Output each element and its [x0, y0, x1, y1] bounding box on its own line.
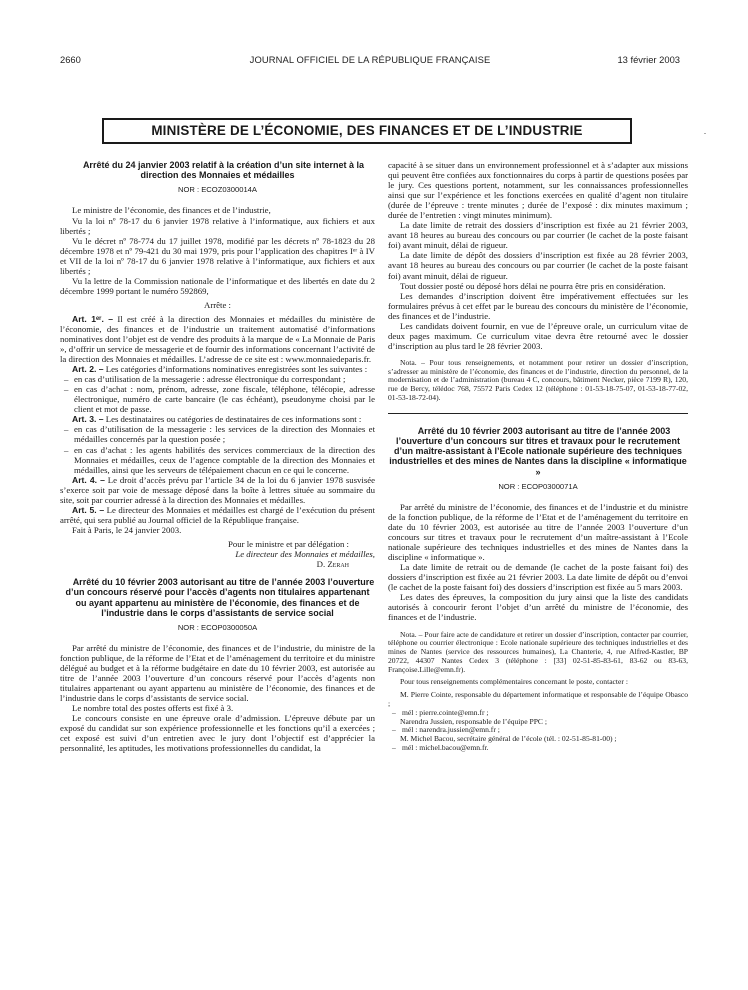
- article-text: Les catégories d’informations nominatives enregistrées sont les suivantes :: [105, 364, 368, 375]
- journal-title: JOURNAL OFFICIEL DE LA RÉPUBLIQUE FRANÇAISE: [249, 54, 491, 65]
- signature-name: D. Zerah: [316, 559, 349, 570]
- paragraph: Les dates des épreuves, la composition du jury ainsi que la liste des candidats autorisés à concourir feront l’objet d’un arrêté du ministre de l’économie, des finances et de l’industrie.: [388, 592, 688, 623]
- paragraph: La date limite de retrait ou de demande (le cachet de la poste faisant foi) des dossiers d’inscription est fixée au 21 février 2003. La date limite de dépôt ou d’envoi (le cachet de la poste faisant foi) des dossiers d’inscription est fixée au 5 mars 2003.: [388, 562, 688, 593]
- paragraph: Le nombre total des postes offerts est fixé à 3.: [72, 703, 234, 714]
- margin-mark: .: [704, 127, 706, 136]
- section-divider: [388, 413, 688, 414]
- paragraph: Les candidats doivent fournir, en vue de l’épreuve orale, un curriculum vitae de deux pages maximum. Ce curriculum vitae devra être retourné avec le dossier d’inscription au plus tard le 28 février 2003.: [388, 320, 688, 351]
- article-2-list: [60, 374, 375, 414]
- contact-email: – mél : pierre.cointe@emn.fr ;: [402, 709, 688, 718]
- article-5: [60, 505, 375, 525]
- nota-block: [388, 359, 688, 403]
- paragraph: La date limite de dépôt des dossiers d’inscription est fixée au 28 février 2003, avant 18 heures au bureau des concours ou par courrier (le cachet de la poste faisant foi) avant minuit, délai de rigueur.: [388, 250, 688, 281]
- paragraph: Par arrêté du ministre de l’économie, des finances et de l’industrie et du ministre de la fonction publique, de la réforme de l’Etat et de l’aménagement du territoire en date du 10 février 2003, est autorisée au titre de l’année 2003 l’ouverture d’un concours sur titres et travaux pour le recrutement d’un maître-assistant à l’Ecole nationale supérieure des techniques industrielles et des mines de Nantes dans la discipline « informatique ».: [388, 501, 688, 563]
- paragraph: Le ministre de l’économie, des finances et de l’industrie,: [72, 205, 271, 216]
- article-3: [60, 414, 375, 424]
- article-label: Art. 5. –: [72, 504, 105, 515]
- contact-person: Narendra Jussien, responsable de l’équipe PPC ;: [400, 716, 547, 726]
- article-label: Art. 3. –: [72, 414, 104, 425]
- nota-text: Nota. – Pour faire acte de candidature et retirer un dossier d’inscription, contacter par courrier, téléphone ou courrier électronique : Ecole nationale supérieure des techniques industrielles et des mines de Nantes (service des ressources humaines), La Chanterie, 4, rue Alfred-Kastler, BP 20722, 44307 Nantes Cedex 3 (téléphone : [33] 02-51-85-83-61, 83-62 ou 83-63, Françoise.Lille@emn.fr).: [388, 629, 688, 674]
- article-1: [60, 314, 375, 364]
- running-header: [60, 54, 680, 68]
- contact-person: M. Pierre Cointe, responsable du département informatique et responsable de l’équipe Obasco ;: [388, 690, 688, 709]
- paragraph: Tout dossier posté ou déposé hors délai ne pourra être pris en considération.: [400, 280, 666, 291]
- contact-email: – mél : michel.bacou@emn.fr.: [402, 744, 688, 753]
- list-item: – en cas d’achat : les agents habilités des services commerciaux de la direction des Monnaies et médailles, ceux de l’agence comptable de la direction des Monnaies et médailles, ainsi que les serveurs de télépaiement chacun en ce qui le concerne.: [74, 445, 375, 475]
- article-3-list: [60, 424, 375, 474]
- article-label: Art. 4. –: [72, 474, 105, 485]
- article-text: Le directeur des Monnaies et médailles est chargé de l’exécution du présent arrêté, qui sera publié au Journal officiel de la République française.: [60, 504, 375, 525]
- paragraph: capacité à se situer dans un environnement professionnel et à s’adapter aux missions qui peuvent être confiées aux fonctionnaires du corps à partir de questions posées par le jury. Ces questions portent, notamment, sur les connaissances professionnelles ainsi que sur l’expérience et les fonctions exercées en qualité d’agent non titulaire (durée de l’épreuve : trente minutes ; durée de l’exposé : dix minutes maximum ; durée de l’entretien : vingt minutes minimum).: [388, 160, 688, 221]
- nor-reference: NOR : ECOP0300071A: [498, 481, 578, 491]
- paragraph: Vu la loi nº 78-17 du 6 janvier 1978 relative à l’informatique, aux fichiers et aux libertés ;: [60, 215, 375, 236]
- left-column: [60, 160, 375, 753]
- right-column: [388, 160, 688, 753]
- decree-title-site-internet: Arrêté du 24 janvier 2003 relatif à la création d’un site internet à la direction des Monnaies et médailles: [82, 160, 365, 181]
- contact-intro: Pour tous renseignements complémentaires concernant le poste, contacter :: [400, 677, 628, 687]
- nota-block: [388, 631, 688, 753]
- list-item: – en cas d’utilisation de la messagerie : adresse électronique du correspondant ;: [74, 374, 375, 384]
- article-2: [60, 364, 375, 374]
- list-item: – en cas d’achat : nom, prénom, adresse, zone fiscale, téléphone, télécopie, adresse électronique, numéro de carte bancaire (le cas échéant), pseudonyme choisi par le client et mot de passe.: [74, 384, 375, 414]
- article-text: Les destinataires ou catégories de destinataires de ces informations sont :: [105, 414, 362, 425]
- signature-role: Le directeur des Monnaies et médailles,: [235, 549, 375, 559]
- ministry-heading-box: [102, 118, 632, 144]
- article-label: Art. 1ᵉʳ. –: [72, 313, 114, 324]
- paragraph: Vu la lettre de la Commission nationale de l’informatique et des libertés en date du 2 décembre 1999 portant le numéro 592869,: [60, 275, 375, 296]
- fait-a-paris: Fait à Paris, le 24 janvier 2003.: [72, 524, 182, 535]
- issue-date: 13 février 2003: [617, 54, 680, 65]
- nor-reference: NOR : ECOP0300050A: [177, 622, 258, 632]
- decree-title-maitre-assistant: Arrêté du 10 février 2003 autorisant au titre de l’année 2003 l’ouverture d’un concours sur titres et travaux pour le recrutement d’un maître-assistant à l’Ecole nationale supérieure des techniques industrielles et des mines de Nantes dans la discipline « informatique »: [389, 425, 687, 477]
- nor-reference: NOR : ECOZ0300014A: [178, 185, 257, 195]
- paragraph: Le concours consiste en une épreuve orale d’admission. L’épreuve débute par un exposé du candidat sur son expérience professionnelle et les fonctions qu’il a exercées ; cet exposé est suivi d’un entretien avec le jury dont l’objectif est d’apprécier la personnalité, les aptitudes, les motivations professionnelles du candidat, la: [60, 713, 375, 754]
- article-label: Art. 2. –: [72, 364, 104, 375]
- arrete-heading: Arrête :: [204, 299, 231, 310]
- paragraph: Les demandes d’inscription doivent être impérativement effectuées sur les formulaires prévus à cet effet par le bureau des concours du ministère de l’économie, des finances et de l’industrie.: [388, 290, 688, 321]
- signature-delegation: Pour le ministre et par délégation :: [227, 538, 349, 549]
- paragraph: Vu le décret nº 78-774 du 17 juillet 1978, modifié par les décrets nº 78-1823 du 28 décembre 1978 et nº 79-421 du 30 mai 1979, pris pour l’application des chapitres Iᵉʳ à IV et VII de la loi nº 78-17 du 6 janvier 1978 relative à l’informatique, aux fichiers et aux libertés ;: [60, 235, 375, 276]
- contact-person: M. Michel Bacou, secrétaire général de l’école (tél. : 02-51-85-81-00) ;: [400, 734, 617, 744]
- decree-title-assistants-service-social: Arrêté du 10 février 2003 autorisant au titre de l’année 2003 l’ouverture d’un concours réservé pour l’accès d’agents non titulaires appartenant ou ayant appartenu au ministère de l’économie, des finances et de l’industrie dans le corps d’assistants de service social: [65, 577, 375, 618]
- paragraph: Par arrêté du ministre de l’économie, des finances et de l’industrie, du ministre de la fonction publique, de la réforme de l’Etat et de l’aménagement du territoire et du ministre délégué au budget et à la réforme budgétaire en date du 10 février 2003, est autorisée au titre de l’année 2003 l’ouverture d’un concours réservé pour l’accès d’agents non titulaires appartenant ou ayant appartenu au ministère de l’économie, des finances et de l’industrie dans le corps d’assistants de service social.: [60, 642, 375, 704]
- page-number: 2660: [60, 54, 81, 65]
- paragraph: La date limite de retrait des dossiers d’inscription est fixée au 21 février 2003, avant 18 heures au bureau des concours ou par courrier (le cachet de la poste faisant foi) avant minuit, délai de rigueur.: [388, 220, 688, 251]
- article-text: Le droit d’accès prévu par l’article 34 de la loi du 6 janvier 1978 susvisée s’exerce soit par voie de message déposé dans la boîte à lettres située au sommaire du site, soit par courrier adressé à la direction des Monnaies et médailles.: [60, 474, 375, 505]
- article-4: [60, 475, 375, 505]
- ministry-heading: MINISTÈRE DE L’ÉCONOMIE, DES FINANCES ET DE L’INDUSTRIE: [151, 123, 583, 138]
- article-text: Il est créé à la direction des Monnaies et médailles du ministère de l’économie, des finances et de l’industrie un traitement automatisé d’informations nominatives dont l’objet est de vendre des produits à la marque de « La Monnaie de Paris », d’offrir un service de messagerie et de fournir des informations concernant l’activité de la direction des Monnaies et médailles. L’adresse de ce site est : www.monnaiedeparis.fr.: [60, 313, 376, 365]
- nota-text: Nota. – Pour tous renseignements, et notamment pour retirer un dossier d’inscription, s’adresser au ministère de l’économie, des finances et de l’industrie, direction du personnel, de la modernisation et de l’administration (bureau 4 C, concours, bâtiment Necker, pièce 7199 R), 120, rue de Bercy, télédoc 768, 75572 Paris Cedex 12 (téléphone : 01-53-18-75-07, 01-53-18-77-02, 01-53-18-72-04).: [388, 357, 688, 403]
- list-item: – en cas d’utilisation de la messagerie : les services de la direction des Monnaies et médailles concernés par la question posée ;: [74, 424, 375, 444]
- contact-email: – mél : narendra.jussien@emn.fr ;: [402, 726, 688, 735]
